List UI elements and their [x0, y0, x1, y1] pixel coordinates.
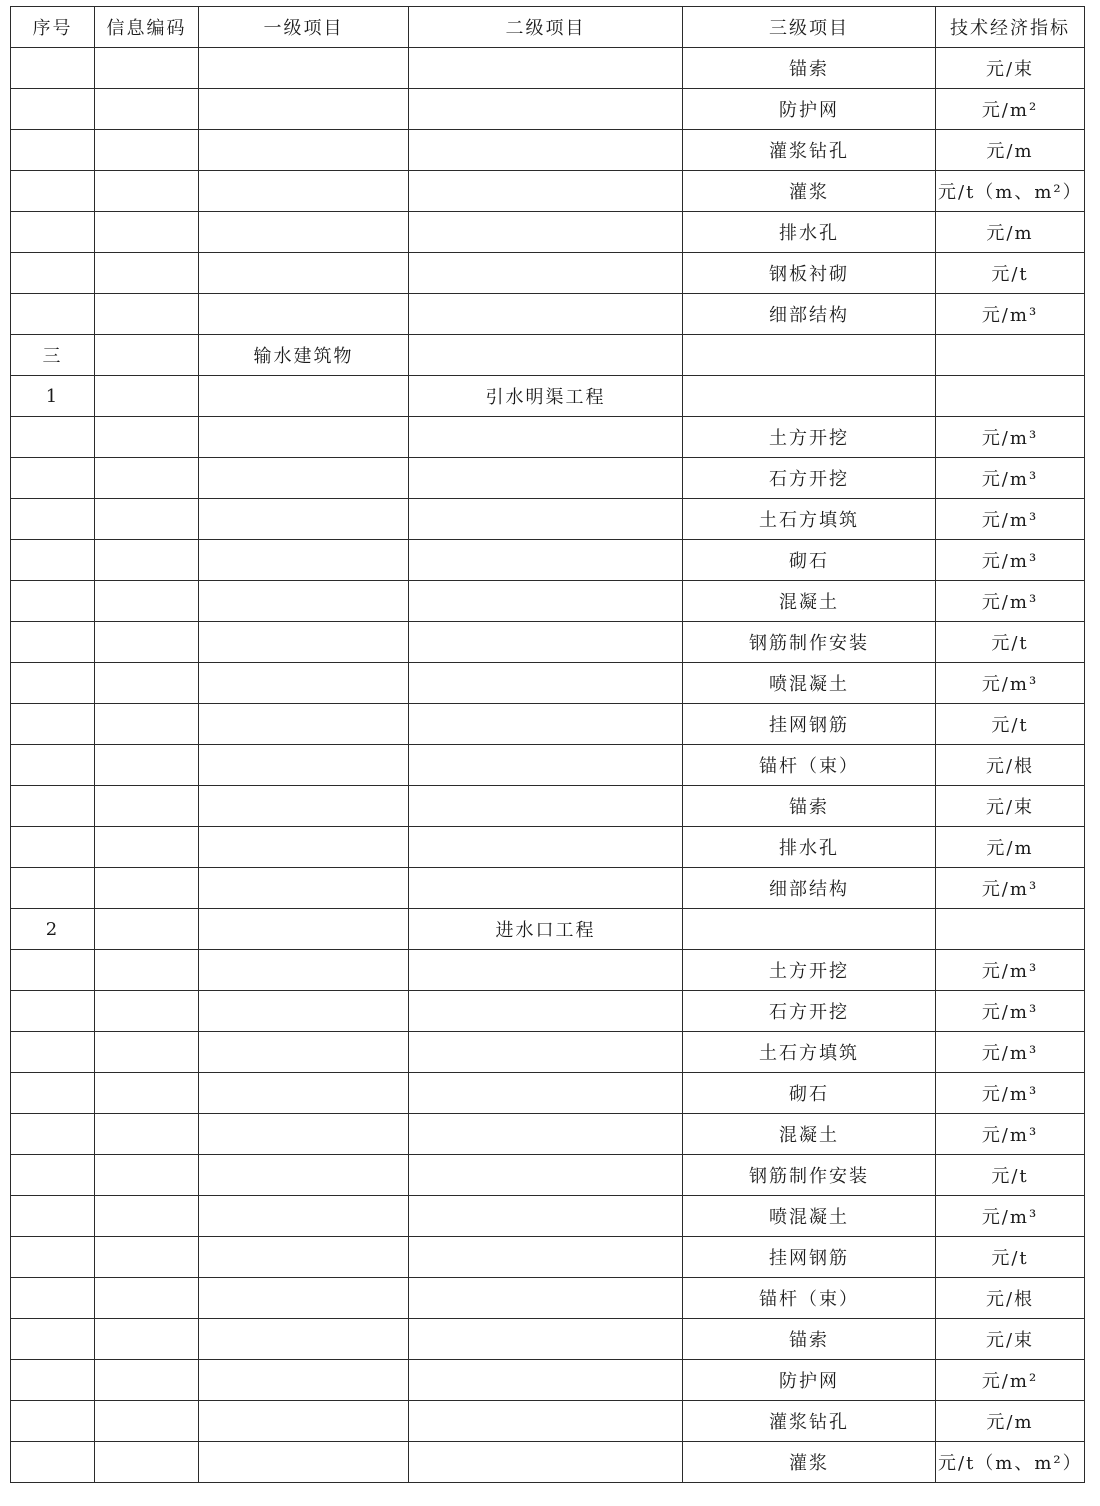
cell-code	[95, 212, 199, 253]
cell-code	[95, 1360, 199, 1401]
cell-seq	[11, 1360, 95, 1401]
cell-level3: 细部结构	[683, 294, 936, 335]
cell-level1	[199, 1442, 409, 1483]
table-row	[11, 1319, 1085, 1360]
cell-level1	[199, 458, 409, 499]
cell-code	[95, 1073, 199, 1114]
cell-seq	[11, 171, 95, 212]
header-cell-level1: 一级项目	[199, 7, 409, 48]
header-cell-indicator: 技术经济指标	[936, 7, 1085, 48]
cell-level1	[199, 130, 409, 171]
table-row	[11, 48, 1085, 89]
cell-code	[95, 1155, 199, 1196]
cell-code	[95, 1401, 199, 1442]
table-row	[11, 1237, 1085, 1278]
cell-indicator: 元/t	[936, 253, 1085, 294]
cell-level3: 喷混凝土	[683, 1196, 936, 1237]
cell-seq	[11, 1319, 95, 1360]
cell-level1	[199, 1032, 409, 1073]
table-row	[11, 335, 1085, 376]
cell-seq: 2	[11, 909, 95, 950]
table-row	[11, 130, 1085, 171]
cell-indicator: 元/t	[936, 704, 1085, 745]
cell-level1	[199, 1196, 409, 1237]
cell-indicator: 元/t	[936, 622, 1085, 663]
table-row	[11, 417, 1085, 458]
cell-code	[95, 1237, 199, 1278]
cell-indicator: 元/t（m、m²）	[936, 1442, 1085, 1483]
cell-level2	[409, 1278, 683, 1319]
cell-level2: 进水口工程	[409, 909, 683, 950]
cell-indicator	[936, 376, 1085, 417]
cell-code	[95, 786, 199, 827]
cell-code	[95, 499, 199, 540]
cell-level1	[199, 417, 409, 458]
cell-code	[95, 1442, 199, 1483]
cell-level3: 锚索	[683, 48, 936, 89]
cell-level3: 防护网	[683, 1360, 936, 1401]
cell-level1	[199, 1114, 409, 1155]
cell-indicator	[936, 335, 1085, 376]
cell-seq	[11, 458, 95, 499]
cell-indicator: 元/根	[936, 745, 1085, 786]
cell-level3: 钢筋制作安装	[683, 1155, 936, 1196]
table-row	[11, 1032, 1085, 1073]
cell-indicator	[936, 909, 1085, 950]
cell-level1	[199, 540, 409, 581]
cell-seq	[11, 704, 95, 745]
cell-level2	[409, 89, 683, 130]
cell-indicator: 元/m³	[936, 540, 1085, 581]
cell-indicator: 元/m	[936, 1401, 1085, 1442]
cell-code	[95, 909, 199, 950]
cell-level2	[409, 1196, 683, 1237]
cell-indicator: 元/m³	[936, 1196, 1085, 1237]
cell-level3	[683, 376, 936, 417]
table-row	[11, 89, 1085, 130]
cell-indicator: 元/t	[936, 1237, 1085, 1278]
table-row	[11, 253, 1085, 294]
cell-level1	[199, 48, 409, 89]
cell-level1	[199, 868, 409, 909]
cell-level3: 灌浆	[683, 1442, 936, 1483]
cell-level2	[409, 499, 683, 540]
cell-seq	[11, 1032, 95, 1073]
cell-level2	[409, 1114, 683, 1155]
cell-level3: 混凝土	[683, 581, 936, 622]
cell-level2	[409, 786, 683, 827]
cell-indicator: 元/m	[936, 130, 1085, 171]
indicator-table	[10, 6, 1085, 1483]
cell-level3: 砌石	[683, 540, 936, 581]
cell-level2	[409, 827, 683, 868]
cell-seq	[11, 622, 95, 663]
cell-level2	[409, 991, 683, 1032]
cell-seq	[11, 212, 95, 253]
header-cell-seq: 序号	[11, 7, 95, 48]
cell-level2	[409, 335, 683, 376]
cell-code	[95, 1114, 199, 1155]
cell-level1	[199, 1360, 409, 1401]
cell-level2	[409, 1360, 683, 1401]
cell-level1	[199, 1155, 409, 1196]
cell-code	[95, 458, 199, 499]
cell-level2	[409, 581, 683, 622]
cell-level3: 土石方填筑	[683, 499, 936, 540]
cell-level2	[409, 1073, 683, 1114]
cell-seq	[11, 417, 95, 458]
cell-level1	[199, 499, 409, 540]
cell-level2	[409, 294, 683, 335]
cell-level3	[683, 335, 936, 376]
cell-seq	[11, 89, 95, 130]
cell-level3: 喷混凝土	[683, 663, 936, 704]
cell-level1	[199, 827, 409, 868]
cell-level2	[409, 540, 683, 581]
cell-level2	[409, 1401, 683, 1442]
cell-level3: 土方开挖	[683, 417, 936, 458]
cell-code	[95, 1196, 199, 1237]
cell-level2	[409, 1319, 683, 1360]
cell-code	[95, 294, 199, 335]
cell-indicator: 元/m³	[936, 499, 1085, 540]
cell-indicator: 元/m³	[936, 294, 1085, 335]
cell-code	[95, 950, 199, 991]
cell-level3: 砌石	[683, 1073, 936, 1114]
cell-level3: 锚杆（束）	[683, 1278, 936, 1319]
cell-level3: 挂网钢筋	[683, 704, 936, 745]
cell-level1	[199, 171, 409, 212]
cell-seq	[11, 1196, 95, 1237]
cell-seq	[11, 581, 95, 622]
cell-level1	[199, 663, 409, 704]
cell-code	[95, 253, 199, 294]
cell-level3	[683, 909, 936, 950]
cell-level1: 输水建筑物	[199, 335, 409, 376]
cell-seq	[11, 1442, 95, 1483]
cell-level1	[199, 950, 409, 991]
cell-level1	[199, 786, 409, 827]
cell-indicator: 元/m²	[936, 89, 1085, 130]
cell-indicator: 元/m³	[936, 950, 1085, 991]
table-row	[11, 294, 1085, 335]
cell-code	[95, 171, 199, 212]
table-row	[11, 540, 1085, 581]
cell-indicator: 元/束	[936, 1319, 1085, 1360]
header-cell-level2: 二级项目	[409, 7, 683, 48]
cell-code	[95, 827, 199, 868]
cell-level2	[409, 48, 683, 89]
cell-code	[95, 622, 199, 663]
table-row	[11, 991, 1085, 1032]
cell-level1	[199, 376, 409, 417]
cell-level3: 防护网	[683, 89, 936, 130]
cell-seq	[11, 991, 95, 1032]
table-row	[11, 786, 1085, 827]
header-cell-code: 信息编码	[95, 7, 199, 48]
cell-seq	[11, 827, 95, 868]
cell-indicator: 元/m³	[936, 991, 1085, 1032]
table-body	[11, 7, 1085, 1483]
cell-seq	[11, 1278, 95, 1319]
cell-code	[95, 335, 199, 376]
table-row	[11, 376, 1085, 417]
cell-indicator: 元/m³	[936, 417, 1085, 458]
cell-level1	[199, 1278, 409, 1319]
table-row	[11, 1360, 1085, 1401]
cell-level1	[199, 1237, 409, 1278]
cell-level3: 灌浆钻孔	[683, 1401, 936, 1442]
cell-indicator: 元/m³	[936, 581, 1085, 622]
cell-level3: 挂网钢筋	[683, 1237, 936, 1278]
cell-level1	[199, 745, 409, 786]
cell-seq	[11, 540, 95, 581]
cell-seq: 三	[11, 335, 95, 376]
cell-level2	[409, 1155, 683, 1196]
cell-indicator: 元/t（m、m²）	[936, 171, 1085, 212]
cell-level3: 混凝土	[683, 1114, 936, 1155]
cell-seq	[11, 294, 95, 335]
cell-seq	[11, 868, 95, 909]
cell-indicator: 元/t	[936, 1155, 1085, 1196]
cell-level1	[199, 294, 409, 335]
cell-seq	[11, 1114, 95, 1155]
cell-indicator: 元/m³	[936, 868, 1085, 909]
cell-level3: 锚索	[683, 1319, 936, 1360]
cell-indicator: 元/m	[936, 212, 1085, 253]
cell-seq	[11, 253, 95, 294]
cell-level1	[199, 1401, 409, 1442]
cell-code	[95, 704, 199, 745]
cell-code	[95, 991, 199, 1032]
cell-level2	[409, 868, 683, 909]
cell-level3: 土方开挖	[683, 950, 936, 991]
cell-level3: 锚杆（束）	[683, 745, 936, 786]
cell-code	[95, 48, 199, 89]
cell-level3: 锚索	[683, 786, 936, 827]
cell-seq	[11, 499, 95, 540]
cell-level3: 土石方填筑	[683, 1032, 936, 1073]
table-row	[11, 171, 1085, 212]
table-row	[11, 1196, 1085, 1237]
table-row	[11, 745, 1085, 786]
cell-seq	[11, 48, 95, 89]
cell-level2	[409, 171, 683, 212]
cell-level1	[199, 622, 409, 663]
table-row	[11, 827, 1085, 868]
cell-level3: 灌浆钻孔	[683, 130, 936, 171]
table-row	[11, 704, 1085, 745]
cell-level2: 引水明渠工程	[409, 376, 683, 417]
table-row	[11, 1442, 1085, 1483]
header-cell-level3: 三级项目	[683, 7, 936, 48]
cell-indicator: 元/m³	[936, 1114, 1085, 1155]
cell-level3: 石方开挖	[683, 458, 936, 499]
cell-level3: 细部结构	[683, 868, 936, 909]
cell-level2	[409, 1442, 683, 1483]
cell-seq	[11, 1401, 95, 1442]
cell-level3: 排水孔	[683, 212, 936, 253]
cell-seq	[11, 1237, 95, 1278]
cell-indicator: 元/m³	[936, 1032, 1085, 1073]
cell-seq	[11, 1155, 95, 1196]
cell-level2	[409, 458, 683, 499]
cell-indicator: 元/束	[936, 786, 1085, 827]
cell-code	[95, 1319, 199, 1360]
cell-level3: 钢筋制作安装	[683, 622, 936, 663]
cell-level3: 排水孔	[683, 827, 936, 868]
table-row	[11, 581, 1085, 622]
cell-indicator: 元/m	[936, 827, 1085, 868]
cell-indicator: 元/m³	[936, 1073, 1085, 1114]
cell-level1	[199, 704, 409, 745]
cell-code	[95, 376, 199, 417]
cell-level3: 灌浆	[683, 171, 936, 212]
cell-seq: 1	[11, 376, 95, 417]
cell-level1	[199, 581, 409, 622]
cell-indicator: 元/m³	[936, 663, 1085, 704]
cell-level1	[199, 909, 409, 950]
cell-level2	[409, 950, 683, 991]
cell-level1	[199, 253, 409, 294]
cell-seq	[11, 130, 95, 171]
cell-level1	[199, 991, 409, 1032]
cell-code	[95, 1278, 199, 1319]
cell-seq	[11, 745, 95, 786]
table-row	[11, 950, 1085, 991]
cell-level3: 石方开挖	[683, 991, 936, 1032]
document-page	[10, 6, 1084, 1483]
cell-level1	[199, 212, 409, 253]
cell-code	[95, 581, 199, 622]
cell-seq	[11, 950, 95, 991]
cell-level1	[199, 1073, 409, 1114]
table-row	[11, 499, 1085, 540]
cell-level2	[409, 417, 683, 458]
cell-level2	[409, 130, 683, 171]
table-header-row	[11, 7, 1085, 48]
cell-level2	[409, 663, 683, 704]
cell-code	[95, 663, 199, 704]
cell-indicator: 元/m³	[936, 458, 1085, 499]
cell-code	[95, 89, 199, 130]
table-row	[11, 1278, 1085, 1319]
table-row	[11, 1401, 1085, 1442]
cell-level3: 钢板衬砌	[683, 253, 936, 294]
table-row	[11, 663, 1085, 704]
cell-indicator: 元/m²	[936, 1360, 1085, 1401]
table-row	[11, 868, 1085, 909]
cell-code	[95, 417, 199, 458]
table-row	[11, 458, 1085, 499]
cell-level2	[409, 1032, 683, 1073]
cell-level2	[409, 212, 683, 253]
cell-level2	[409, 1237, 683, 1278]
cell-level2	[409, 253, 683, 294]
table-row	[11, 1155, 1085, 1196]
cell-code	[95, 745, 199, 786]
cell-code	[95, 130, 199, 171]
cell-level2	[409, 704, 683, 745]
cell-seq	[11, 786, 95, 827]
cell-level2	[409, 745, 683, 786]
cell-level2	[409, 622, 683, 663]
table-row	[11, 212, 1085, 253]
cell-level1	[199, 89, 409, 130]
cell-code	[95, 540, 199, 581]
cell-code	[95, 868, 199, 909]
table-row	[11, 622, 1085, 663]
cell-level1	[199, 1319, 409, 1360]
cell-seq	[11, 663, 95, 704]
cell-indicator: 元/束	[936, 48, 1085, 89]
cell-indicator: 元/根	[936, 1278, 1085, 1319]
cell-code	[95, 1032, 199, 1073]
table-row	[11, 909, 1085, 950]
cell-seq	[11, 1073, 95, 1114]
table-row	[11, 1073, 1085, 1114]
table-row	[11, 1114, 1085, 1155]
